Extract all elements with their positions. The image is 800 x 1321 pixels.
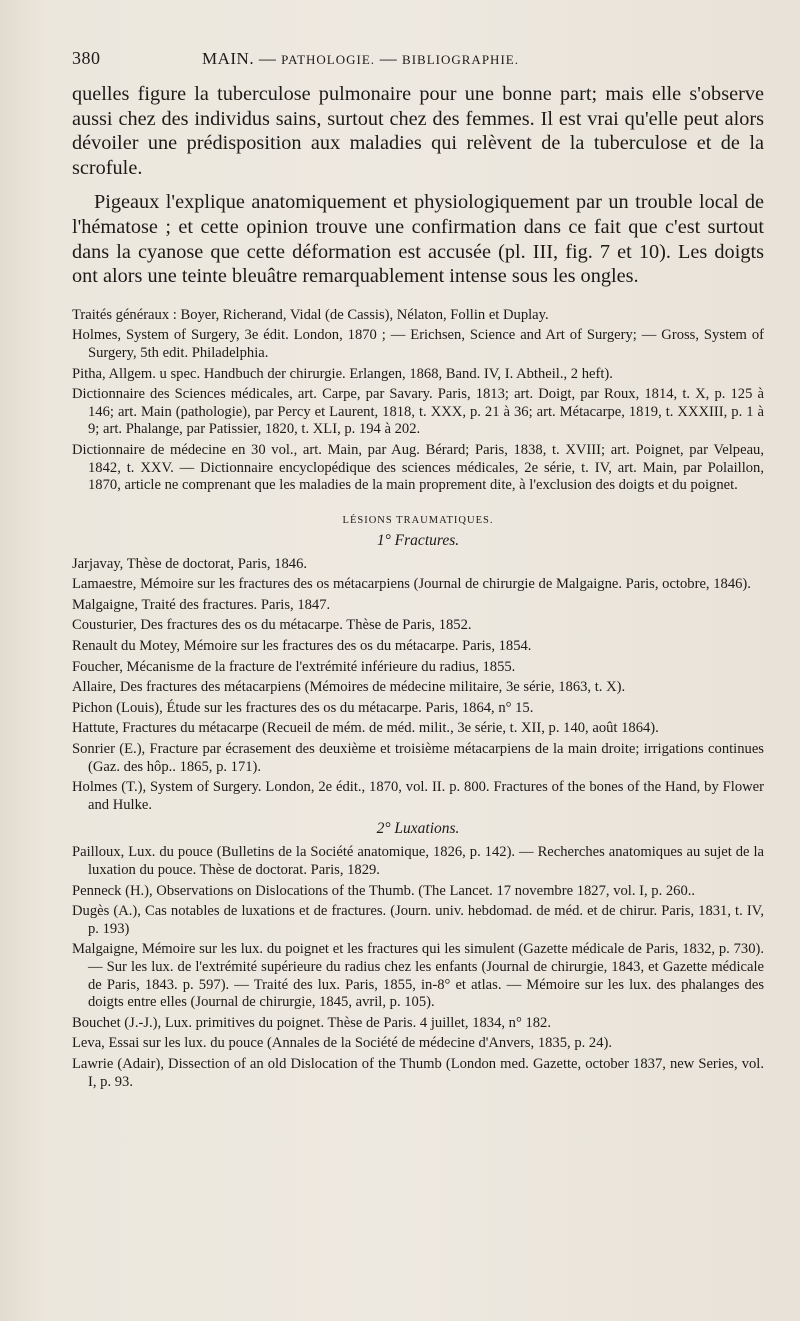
- luxation-references: [72, 844, 764, 1091]
- general-references: [72, 307, 764, 495]
- reference-entry: Lamaestre, Mémoire sur les fractures des os métacarpiens (Journal de chirurgie de Malgaigne. Paris, octobre, 1846).: [72, 576, 751, 593]
- reference-entry: Dugès (A.), Cas notables de luxations et de fractures. (Journ. univ. hebdomad. de méd. et de chirur. Paris, 1831, t. IV, p. 193): [72, 903, 764, 937]
- subsection-title: 1° Fractures.: [376, 531, 460, 549]
- reference-entry: Malgaigne, Traité des fractures. Paris, 1847.: [72, 596, 331, 613]
- reference-entry: Leva, Essai sur les lux. du pouce (Annales de la Société de médecine d'Anvers, 1835, p. 24).: [72, 1035, 613, 1052]
- title-subsection: BIBLIOGRAPHIE.: [402, 52, 519, 67]
- page-number: 380: [72, 48, 101, 68]
- reference-entry: Dictionnaire de médecine en 30 vol., art. Main, par Aug. Bérard; Paris, 1838, t. XVIII; art. Poignet, par Velpeau, 1842, t. XXV. — Dictionnaire encyclopédique des sciences médicales, 2e série, t. IV, art. Main, par Polaillon, 1870, article ne comprenant que les maladies de la main proprement dite, à l'exclusion des doigts et du poignet.: [72, 441, 764, 494]
- running-title: [202, 49, 519, 69]
- reference-entry: Lawrie (Adair), Dissection of an old Dislocation of the Thumb (London med. Gazette, october 1837, new Series, vol. I, p. 93.: [72, 1055, 764, 1090]
- title-section: PATHOLOGIE.: [281, 52, 376, 67]
- reference-entry: Pailloux, Lux. du pouce (Bulletins de la Société anatomique, 1826, p. 142). — Recherches anatomiques au sujet de la luxation du pouce. Thèse de doctorat. Paris, 1829.: [72, 844, 764, 878]
- reference-entry: Bouchet (J.-J.), Lux. primitives du poignet. Thèse de Paris. 4 juillet, 1834, n° 182.: [72, 1014, 551, 1031]
- reference-entry: Foucher, Mécanisme de la fracture de l'extrémité inférieure du radius, 1855.: [72, 658, 516, 675]
- fracture-references: [72, 556, 764, 815]
- reference-entry: Jarjavay, Thèse de doctorat, Paris, 1846.: [72, 555, 308, 572]
- reference-entry: Renault du Motey, Mémoire sur les fractures des os du métacarpe. Paris, 1854.: [72, 638, 532, 655]
- subsection-heading-luxations: [72, 820, 764, 838]
- reference-entry: Penneck (H.), Observations on Dislocations of the Thumb. (The Lancet. 17 novembre 1827, vol. I, p. 260..: [72, 882, 696, 899]
- reference-entry: Dictionnaire des Sciences médicales, art. Carpe, par Savary. Paris, 1813; art. Doigt, par Roux, 1814, t. X, p. 125 à 146; art. Main (pathologie), par Percy et Laurent, 1818, t. XXX, p. 21 à 36; art. Métacarpe, 1819, t. XXXIII, p. 1 à 9; art. Phalange, par Patissier, 1820, t. XLI, p. 194 à 202.: [72, 386, 764, 438]
- reference-entry: Hattute, Fractures du métacarpe (Recueil de mém. de méd. milit., 3e série, t. XII, p. 140, août 1864).: [72, 720, 659, 737]
- reference-entry: Pitha, Allgem. u spec. Handbuch der chirurgie. Erlangen, 1868, Band. IV, I. Abtheil., 2 heft).: [72, 365, 613, 382]
- title-dash: —: [258, 49, 277, 68]
- reference-entry: Cousturier, Des fractures des os du métacarpe. Thèse de Paris, 1852.: [72, 617, 472, 634]
- reference-entry: Holmes (T.), System of Surgery. London, 2e édit., 1870, vol. II. p. 800. Fractures of the bones of the Hand, by Flower and Hulke.: [72, 779, 764, 813]
- running-header: [72, 48, 764, 82]
- title-main: MAIN.: [202, 49, 255, 68]
- reference-entry: Allaire, Des fractures des métacarpiens (Mémoires de médecine militaire, 3e série, 1863, t. X).: [72, 679, 626, 696]
- subsection-title: 2° Luxations.: [376, 820, 460, 838]
- title-dash: —: [379, 49, 398, 68]
- reference-entry: Traités généraux : Boyer, Richerand, Vidal (de Cassis), Nélaton, Follin et Duplay.: [72, 306, 549, 323]
- reference-entry: Holmes, System of Surgery, 3e édit. London, 1870 ; — Erichsen, Science and Art of Surgery; — Gross, System of Surgery, 5th edit. Philadelphia.: [72, 327, 764, 361]
- reference-entry: Malgaigne, Mémoire sur les lux. du poignet et les fractures qui les simulent (Gazette médicale de Paris, 1832, p. 730). — Sur les lux. de l'extrémité supérieure du radius chez les enfants (Journal de chirurgie, 1843, et Gazette médicale de Paris, 1843. p. 597). — Traité des lux. Paris, 1855, in-8° et atlas. — Mémoire sur les lux. des phalanges des doigts entre elles (Journal de chirurgie, 1845, avril, p. 105).: [72, 941, 764, 1011]
- reference-entry: Sonrier (E.), Fracture par écrasement des deuxième et troisième métacarpiens de la main droite; irrigations continues (Gaz. des hôp.. 1865, p. 171).: [72, 741, 764, 775]
- body-paragraph: Pigeaux l'explique anatomiquement et physiologiquement par un trouble local de l'hématose ; et cette opinion trouve une confirmation dans ce fait que c'est surtout dans la cyanose que cette déformation est accusée (pl. III, fig. 7 et 10). Les doigts ont alors une teinte bleuâtre remarquablement intense sous les ongles.: [72, 191, 764, 288]
- reference-entry: Pichon (Louis), Étude sur les fractures des os du métacarpe. Paris, 1864, n° 15.: [72, 699, 534, 716]
- body-paragraph: quelles figure la tuberculose pulmonaire pour une bonne part; mais elle s'observe aussi chez des individus sains, surtout chez des femmes. Il est vrai qu'elle peut alors dévoiler une prédisposition aux maladies qui relèvent de la tuberculose et de la scrofule.: [72, 83, 764, 179]
- subsection-heading-fractures: [72, 532, 764, 550]
- section-heading: LÉSIONS TRAUMATIQUES.: [342, 514, 494, 526]
